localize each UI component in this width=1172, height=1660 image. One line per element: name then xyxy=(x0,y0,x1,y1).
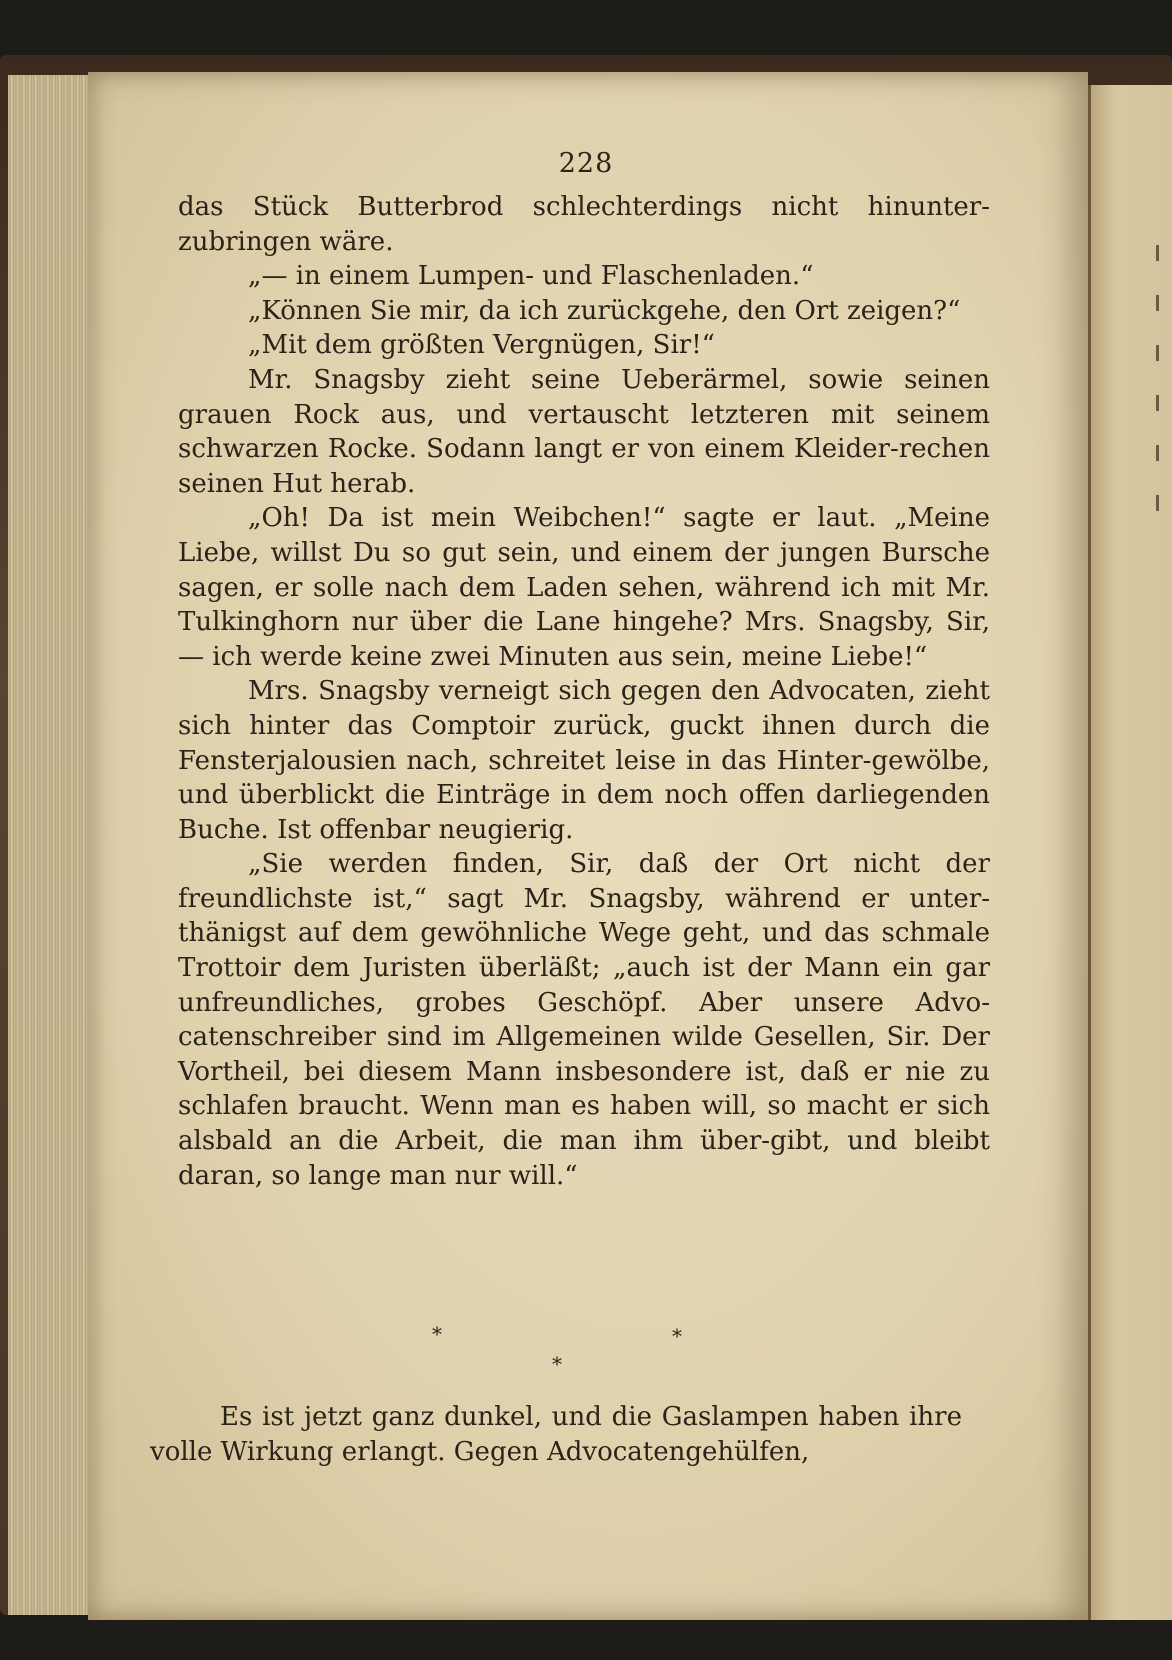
facing-page-glyph xyxy=(1156,345,1169,361)
facing-page-glyph xyxy=(1156,245,1169,261)
page-body xyxy=(178,190,990,1193)
facing-page-glyph xyxy=(1156,445,1169,461)
paragraph: Mr. Snagsby zieht seine Ueberärmel, sowie seinen grauen Rock aus, und vertauscht letzteren mit seinem schwarzen Rocke. Sodann langt er von einem Kleider-rechen seinen Hut herab. xyxy=(178,364,990,499)
closing-text xyxy=(150,1400,962,1469)
asterisk: * xyxy=(432,1322,442,1346)
paragraph: das Stück Butterbrod schlechterdings nicht hinunter-zubringen wäre. xyxy=(178,192,990,257)
paragraph: „— in einem Lumpen- und Flaschenladen.“ xyxy=(248,261,814,292)
page-edges xyxy=(8,75,90,1615)
page-number: 228 xyxy=(558,148,614,179)
paragraph: „Oh! Da ist mein Weibchen!“ sagte er laut. „Meine Liebe, willst Du so gut sein, und einem der jungen Bursche sagen, er solle nach dem Laden sehen, während ich mit Mr. Tulkinghorn nur über die Lane hingehe? Mrs. Snagsby, Sir, — ich werde keine zwei Minuten aus sein, meine Liebe!“ xyxy=(178,503,990,672)
asterisk: * xyxy=(672,1324,682,1348)
paragraph: Es ist jetzt ganz dunkel, und die Gaslampen haben ihre volle Wirkung erlangt. Gegen Advocatengehülfen, xyxy=(150,1402,962,1467)
facing-page-glyph xyxy=(1156,295,1169,311)
facing-page-glyph xyxy=(1156,495,1169,511)
paragraph: „Mit dem größten Vergnügen, Sir!“ xyxy=(248,330,715,361)
paragraph: „Sie werden finden, Sir, daß der Ort nicht der freundlichste ist,“ sagt Mr. Snagsby, während er unter-thänigst auf dem gewöhnliche Wege geht, und das schmale Trottoir dem Juristen überläßt; „auch ist der Mann ein gar unfreundliches, grobes Geschöpf. Aber unsere Advo-catenschreiber sind im Allgemeinen wilde Gesellen, Sir. Der Vortheil, bei diesem Mann insbesondere ist, daß er nie zu schlafen braucht. Wenn man es haben will, so macht er sich alsbald an die Arbeit, die man ihm über-gibt, und bleibt daran, so lange man nur will.“ xyxy=(178,849,990,1191)
facing-page-edge xyxy=(1088,85,1172,1620)
paragraph: „Können Sie mir, da ich zurückgehe, den Ort zeigen?“ xyxy=(248,295,961,326)
asterisk: * xyxy=(552,1352,562,1376)
paragraph: Mrs. Snagsby verneigt sich gegen den Advocaten, zieht sich hinter das Comptoir zurück, guckt ihnen durch die Fensterjalousien nach, schreitet leise in das Hinter-gewölbe, und überblickt die Einträge in dem noch offen darliegenden Buche. Ist offenbar neugierig. xyxy=(178,676,990,845)
facing-page-glyph xyxy=(1156,395,1169,411)
